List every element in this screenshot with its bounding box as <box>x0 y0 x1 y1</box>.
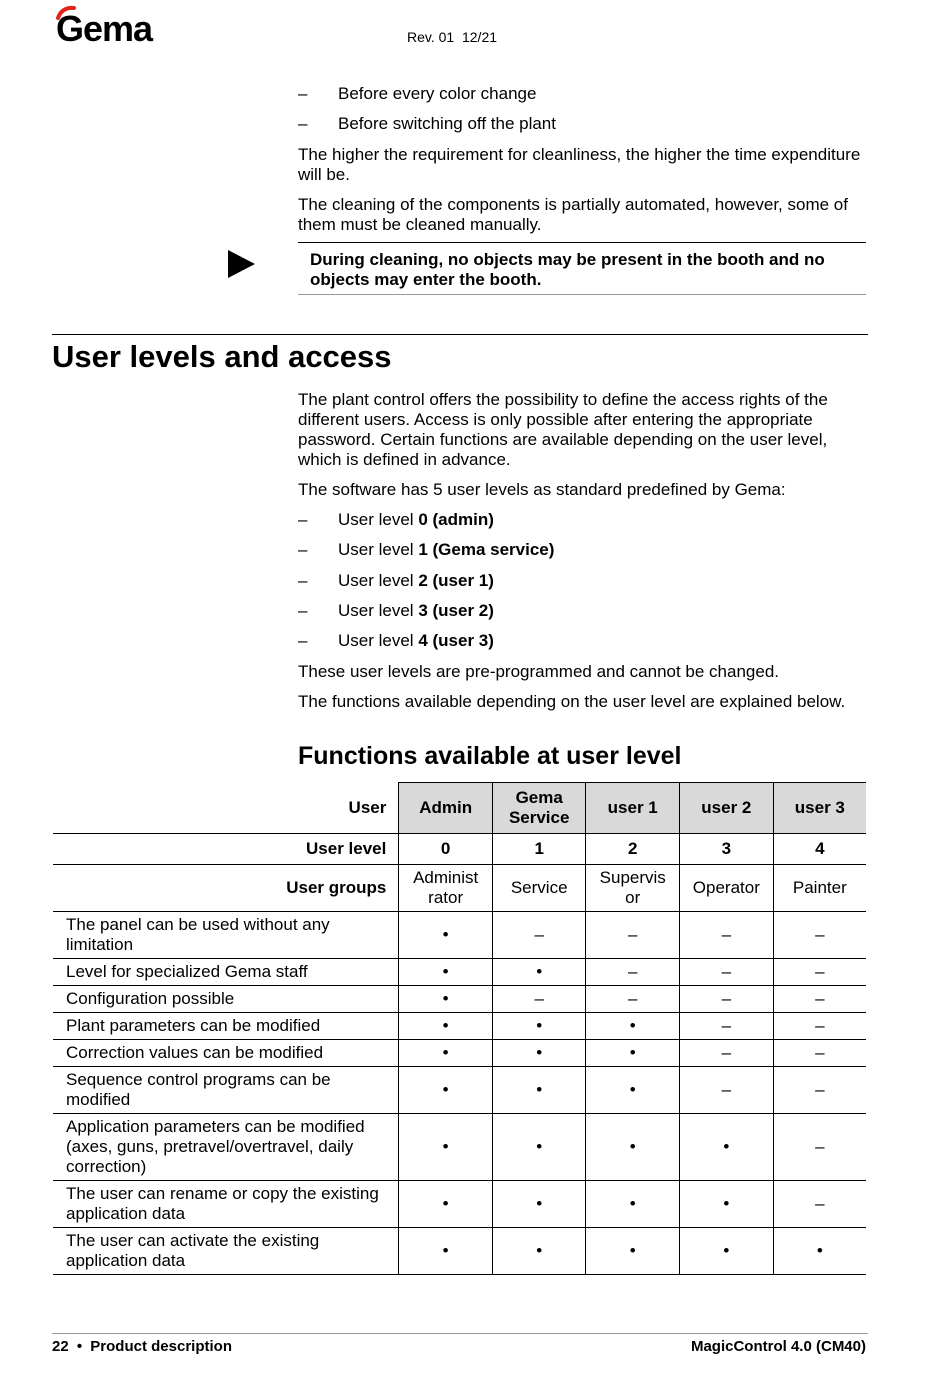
user-column-header: Gema Service <box>492 783 585 834</box>
table-cell: – <box>586 986 680 1013</box>
table-cell: – <box>773 1114 866 1181</box>
table-cell: – <box>773 959 866 986</box>
table-cell: • <box>492 1067 585 1114</box>
table-row <box>53 1067 866 1114</box>
table-cell: – <box>680 912 774 959</box>
table-row <box>53 959 866 986</box>
table-cell: • <box>586 1067 680 1114</box>
table-cell: – <box>773 1013 866 1040</box>
function-label: Plant parameters can be modified <box>53 1013 399 1040</box>
table-cell: – <box>680 986 774 1013</box>
note-box <box>298 242 866 295</box>
table-cell: 3 <box>680 834 774 865</box>
table-cell: – <box>773 1181 866 1228</box>
table-cell: • <box>399 1040 493 1067</box>
table-cell: • <box>586 1181 680 1228</box>
table-cell: – <box>680 1013 774 1040</box>
table-cell: • <box>399 986 493 1013</box>
table-row <box>53 1013 866 1040</box>
dash-marker: – <box>298 571 308 590</box>
paragraph: The software has 5 user levels as standard predefined by Gema: <box>298 480 786 499</box>
table-cell: • <box>399 1013 493 1040</box>
user-column-header: user 2 <box>680 783 774 834</box>
function-label: Sequence control programs can be modified <box>53 1067 399 1114</box>
table-cell: • <box>399 912 493 959</box>
footer-bullet: • <box>76 1338 83 1355</box>
paragraph: The functions available depending on the user level are explained below. <box>298 692 846 711</box>
table-cell: – <box>773 1040 866 1067</box>
footer-product: MagicControl 4.0 (CM40) <box>690 1338 866 1355</box>
table-row <box>53 1181 866 1228</box>
svg-text:Gema: Gema <box>56 8 153 46</box>
table-cell: • <box>680 1181 774 1228</box>
paragraph: The cleaning of the components is partially automated, however, some of them must be cleaned manually. <box>298 195 848 234</box>
table-cell: Supervis or <box>586 865 680 912</box>
dash-marker: – <box>298 631 308 650</box>
function-label: The user can rename or copy the existing application data <box>53 1181 399 1228</box>
table-row <box>53 1040 866 1067</box>
table-cell: • <box>492 1181 585 1228</box>
user-column-header: Admin <box>399 783 493 834</box>
function-label: Application parameters can be modified (axes, guns, pretravel/overtravel, daily correction) <box>53 1114 399 1181</box>
function-label: Level for specialized Gema staff <box>53 959 399 986</box>
paragraph: These user levels are pre-programmed and cannot be changed. <box>298 662 780 681</box>
table-cell: • <box>680 1228 774 1275</box>
section-title: User levels and access <box>52 339 392 374</box>
table-row <box>53 986 866 1013</box>
table-cell: – <box>773 986 866 1013</box>
dash-marker: – <box>298 114 308 133</box>
revision-label: Rev. 01 12/21 <box>407 29 498 45</box>
table-cell: • <box>492 1228 585 1275</box>
note-text: During cleaning, no objects may be present in the booth and no objects may enter the booth. <box>310 250 825 289</box>
table-row <box>53 1114 866 1181</box>
table-cell: • <box>399 1228 493 1275</box>
user-header-label: User <box>348 797 387 817</box>
table-cell: Painter <box>773 865 866 912</box>
subsection-title: Functions available at user level <box>298 742 682 770</box>
table-cell: • <box>492 1040 585 1067</box>
table-cell: • <box>586 1228 680 1275</box>
function-label: Correction values can be modified <box>53 1040 399 1067</box>
table-cell: – <box>586 912 680 959</box>
table-cell: 0 <box>399 834 493 865</box>
footer-divider <box>52 1333 868 1334</box>
function-label: Configuration possible <box>53 986 399 1013</box>
table-cell: 2 <box>586 834 680 865</box>
table-cell: – <box>773 1067 866 1114</box>
table-cell: • <box>680 1114 774 1181</box>
dash-marker: – <box>298 601 308 620</box>
table-cell: • <box>492 1013 585 1040</box>
function-label: The panel can be used without any limitation <box>53 912 399 959</box>
gema-logo <box>52 4 167 46</box>
section-divider <box>52 334 868 335</box>
table-cell: • <box>586 1013 680 1040</box>
table-cell: – <box>680 1040 774 1067</box>
user-column-header: user 1 <box>586 783 680 834</box>
table-cell: • <box>586 1114 680 1181</box>
user-groups-row <box>53 865 866 912</box>
table-cell: 4 <box>773 834 866 865</box>
user-column-header: user 3 <box>773 783 866 834</box>
table-cell: – <box>680 1067 774 1114</box>
table-cell: Service <box>492 865 585 912</box>
table-cell: – <box>586 959 680 986</box>
table-cell: • <box>773 1228 866 1275</box>
page-number: 22 <box>52 1338 69 1355</box>
user-level-row <box>53 834 866 865</box>
table-row <box>53 1228 866 1275</box>
table-header-row <box>53 783 866 834</box>
paragraph: The higher the requirement for cleanliness, the higher the time expenditure will be. <box>298 145 861 184</box>
user-groups-label: User groups <box>53 865 399 912</box>
user-level-label: User level <box>53 834 399 865</box>
function-label: The user can activate the existing application data <box>53 1228 399 1275</box>
table-cell: • <box>492 959 585 986</box>
table-cell: Administ rator <box>399 865 493 912</box>
table-cell: – <box>773 912 866 959</box>
functions-table <box>53 782 866 1275</box>
table-cell: 1 <box>492 834 585 865</box>
dash-marker: – <box>298 540 308 559</box>
arrow-right-icon <box>228 250 255 278</box>
table-cell: • <box>399 959 493 986</box>
table-cell: • <box>399 1067 493 1114</box>
footer-section: Product description <box>90 1338 232 1355</box>
footer-left <box>52 1338 232 1355</box>
table-cell: – <box>492 912 585 959</box>
dash-marker: – <box>298 510 308 529</box>
paragraph: The plant control offers the possibility to define the access rights of the different users. Access is only possible after entering the appropriate password. Certain functions are available depending on the user level, which is defined in advance. <box>298 390 828 469</box>
table-cell: • <box>586 1040 680 1067</box>
table-row <box>53 912 866 959</box>
table-cell: – <box>680 959 774 986</box>
table-cell: Operator <box>680 865 774 912</box>
table-cell: • <box>399 1181 493 1228</box>
dash-marker: – <box>298 84 308 103</box>
table-cell: – <box>492 986 585 1013</box>
table-cell: • <box>492 1114 585 1181</box>
table-cell: • <box>399 1114 493 1181</box>
